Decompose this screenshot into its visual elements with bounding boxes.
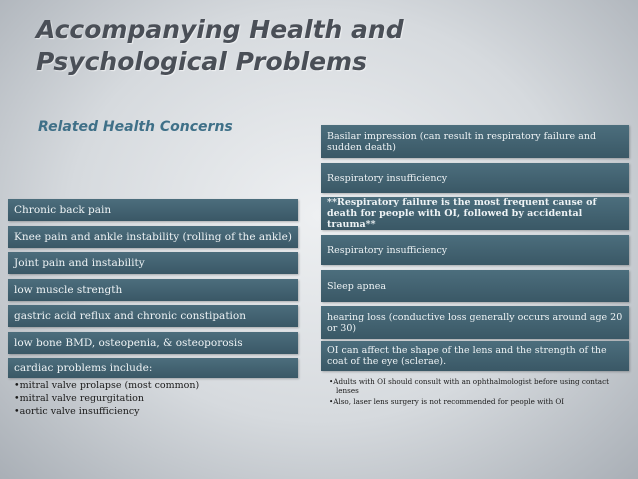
right-item-hearing-loss: hearing loss (conductive loss generally occurs around age 20 or 30): [321, 306, 629, 339]
cardiac-bullet-3: •aortic valve insufficiency: [14, 406, 140, 417]
left-item-bone-bmd: low bone BMD, osteopenia, & osteoporosis: [8, 332, 298, 354]
cardiac-bullet-2: •mitral valve regurgitation: [14, 393, 145, 404]
right-item-sleep-apnea: Sleep apnea: [321, 270, 629, 302]
right-item-resp-insufficiency-1: Respiratory insufficiency: [321, 163, 629, 193]
left-item-joint-pain: Joint pain and instability: [8, 252, 298, 274]
eye-bullet-2: •Also, laser lens surgery is not recommended for people with OI: [329, 397, 565, 406]
slide-title-line-2: Psychological Problems: [36, 47, 367, 76]
right-item-resp-failure: **Respiratory failure is the most frequent cause of death for people with OI, followed by accidental trauma**: [321, 197, 629, 230]
left-item-reflux: gastric acid reflux and chronic constipation: [8, 305, 298, 327]
right-item-eye: OI can affect the shape of the lens and the strength of the coat of the eye (sclerae).: [321, 341, 629, 371]
right-item-basilar: Basilar impression (can result in respiratory failure and sudden death): [321, 125, 629, 158]
eye-bullet-1: •Adults with OI should consult with an ophthalmologist before using contact lenses: [329, 377, 609, 395]
slide-subtitle: Related Health Concerns: [38, 119, 233, 135]
left-item-cardiac: cardiac problems include:: [8, 358, 298, 378]
right-item-resp-insufficiency-2: Respiratory insufficiency: [321, 235, 629, 265]
left-item-knee-pain: Knee pain and ankle instability (rolling of the ankle): [8, 226, 298, 248]
left-item-muscle-strength: low muscle strength: [8, 279, 298, 301]
left-item-back-pain: Chronic back pain: [8, 199, 298, 221]
slide-title-line-1: Accompanying Health and: [36, 15, 404, 44]
cardiac-bullet-1: •mitral valve prolapse (most common): [14, 380, 200, 391]
slide-title: [36, 14, 596, 78]
